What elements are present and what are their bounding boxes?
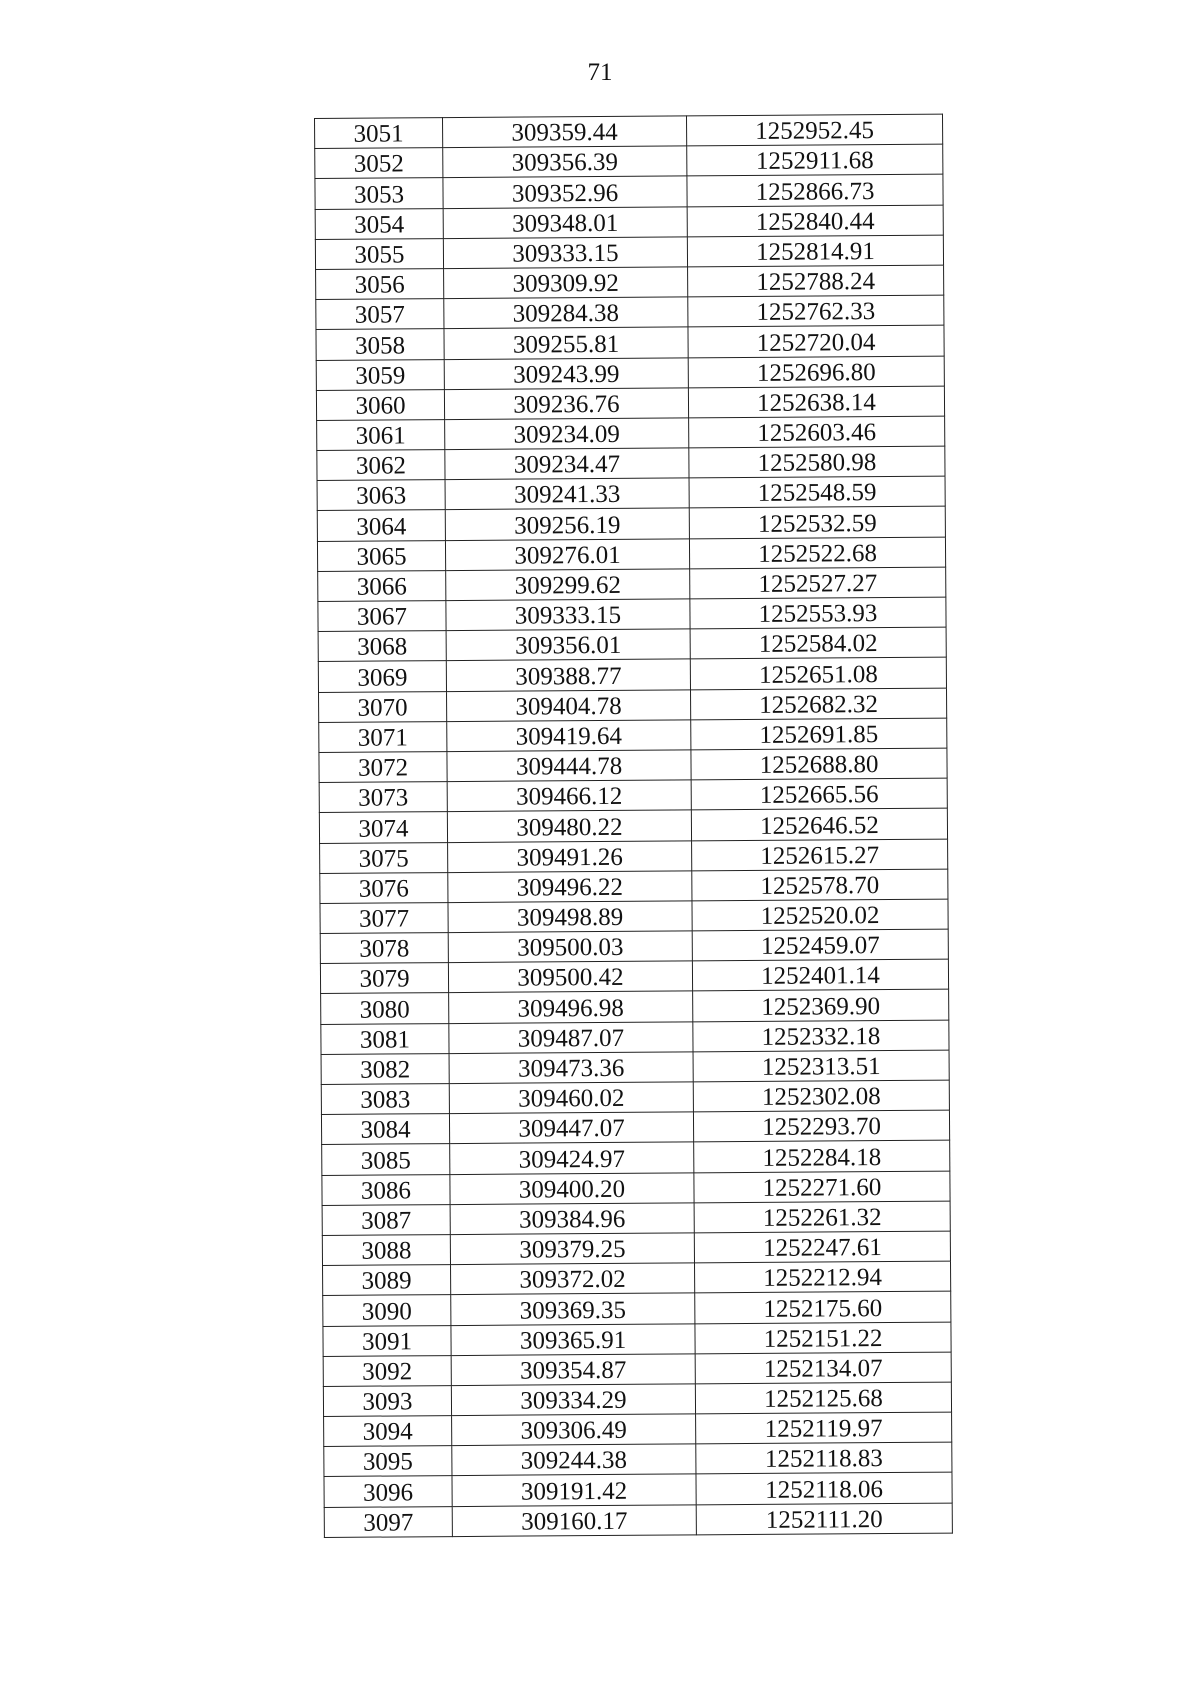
x-coordinate-cell: 309365.91: [451, 1323, 695, 1355]
y-coordinate-cell: 1252247.61: [694, 1231, 950, 1263]
x-coordinate-cell: 309333.15: [443, 237, 687, 269]
x-coordinate-cell: 309276.01: [445, 539, 689, 571]
point-number-cell: 3086: [322, 1174, 450, 1205]
point-number-cell: 3069: [318, 661, 446, 692]
point-number-cell: 3097: [324, 1506, 452, 1537]
y-coordinate-cell: 1252578.70: [692, 869, 948, 901]
point-number-cell: 3061: [317, 419, 445, 450]
x-coordinate-cell: 309419.64: [447, 720, 691, 752]
table-row: [324, 1412, 952, 1447]
x-coordinate-cell: 309244.38: [452, 1444, 696, 1476]
x-coordinate-cell: 309234.09: [445, 418, 689, 450]
x-coordinate-cell: 309191.42: [452, 1474, 696, 1506]
table-row: [319, 718, 947, 753]
point-number-cell: 3093: [323, 1385, 451, 1416]
point-number-cell: 3057: [316, 299, 444, 330]
table-row: [321, 1110, 949, 1145]
table-row: [316, 356, 944, 391]
x-coordinate-cell: 309388.77: [446, 659, 690, 691]
point-number-cell: 3053: [315, 178, 443, 209]
table-row: [320, 959, 948, 994]
y-coordinate-cell: 1252548.59: [689, 476, 945, 508]
table-row: [321, 1050, 949, 1085]
table-row: [322, 1201, 950, 1236]
y-coordinate-cell: 1252952.45: [686, 114, 942, 146]
x-coordinate-cell: 309496.98: [449, 991, 693, 1023]
point-number-cell: 3051: [315, 118, 443, 149]
x-coordinate-cell: 309356.01: [446, 629, 690, 661]
point-number-cell: 3082: [321, 1053, 449, 1084]
y-coordinate-cell: 1252369.90: [693, 990, 949, 1022]
y-coordinate-cell: 1252532.59: [689, 507, 945, 539]
point-number-cell: 3083: [321, 1084, 449, 1115]
point-number-cell: 3092: [323, 1355, 451, 1386]
y-coordinate-cell: 1252682.32: [690, 688, 946, 720]
y-coordinate-cell: 1252118.83: [696, 1442, 952, 1474]
y-coordinate-cell: 1252688.80: [691, 748, 947, 780]
table-row: [319, 688, 947, 723]
x-coordinate-cell: 309356.39: [443, 146, 687, 178]
y-coordinate-cell: 1252134.07: [695, 1352, 951, 1384]
y-coordinate-cell: 1252615.27: [692, 839, 948, 871]
y-coordinate-cell: 1252151.22: [695, 1322, 951, 1354]
x-coordinate-cell: 309309.92: [444, 267, 688, 299]
y-coordinate-cell: 1252603.46: [689, 416, 945, 448]
table-row: [320, 929, 948, 964]
x-coordinate-cell: 309369.35: [451, 1293, 695, 1325]
point-number-cell: 3055: [315, 238, 443, 269]
x-coordinate-cell: 309354.87: [451, 1354, 695, 1386]
y-coordinate-cell: 1252118.06: [696, 1473, 952, 1505]
x-coordinate-cell: 309234.47: [445, 448, 689, 480]
x-coordinate-cell: 309241.33: [445, 478, 689, 510]
coordinates-table: [314, 114, 953, 1538]
point-number-cell: 3060: [316, 389, 444, 420]
x-coordinate-cell: 309473.36: [449, 1052, 693, 1084]
table-row: [315, 114, 943, 149]
table-row: [315, 205, 943, 240]
y-coordinate-cell: 1252261.32: [694, 1201, 950, 1233]
table-row: [316, 265, 944, 300]
point-number-cell: 3091: [323, 1325, 451, 1356]
point-number-cell: 3074: [319, 812, 447, 843]
point-number-cell: 3073: [319, 782, 447, 813]
point-number-cell: 3094: [324, 1416, 452, 1447]
y-coordinate-cell: 1252459.07: [692, 929, 948, 961]
point-number-cell: 3090: [323, 1295, 451, 1326]
y-coordinate-cell: 1252332.18: [693, 1020, 949, 1052]
x-coordinate-cell: 309379.25: [450, 1233, 694, 1265]
x-coordinate-cell: 309496.22: [448, 871, 692, 903]
table-row: [316, 325, 944, 360]
table-row: [323, 1261, 951, 1296]
point-number-cell: 3077: [320, 902, 448, 933]
page-number: 71: [587, 59, 613, 86]
table-row: [320, 869, 948, 904]
y-coordinate-cell: 1252696.80: [688, 356, 944, 388]
table-row: [315, 174, 943, 209]
table-row: [322, 1231, 950, 1266]
x-coordinate-cell: 309334.29: [451, 1384, 695, 1416]
point-number-cell: 3065: [317, 540, 445, 571]
table-row: [323, 1382, 951, 1417]
y-coordinate-cell: 1252271.60: [694, 1171, 950, 1203]
point-number-cell: 3079: [320, 963, 448, 994]
x-coordinate-cell: 309487.07: [449, 1022, 693, 1054]
y-coordinate-cell: 1252866.73: [687, 174, 943, 206]
y-coordinate-cell: 1252401.14: [692, 959, 948, 991]
point-number-cell: 3072: [319, 752, 447, 783]
y-coordinate-cell: 1252302.08: [693, 1080, 949, 1112]
point-number-cell: 3084: [321, 1114, 449, 1145]
x-coordinate-cell: 309500.42: [448, 961, 692, 993]
point-number-cell: 3089: [323, 1265, 451, 1296]
table-row: [324, 1473, 952, 1508]
x-coordinate-cell: 309424.97: [450, 1142, 694, 1174]
y-coordinate-cell: 1252584.02: [690, 627, 946, 659]
y-coordinate-cell: 1252553.93: [690, 597, 946, 629]
y-coordinate-cell: 1252665.56: [691, 778, 947, 810]
y-coordinate-cell: 1252638.14: [688, 386, 944, 418]
x-coordinate-cell: 309404.78: [447, 689, 691, 721]
table-row: [318, 567, 946, 602]
table-row: [317, 446, 945, 481]
table-row: [321, 1080, 949, 1115]
y-coordinate-cell: 1252580.98: [689, 446, 945, 478]
point-number-cell: 3070: [319, 691, 447, 722]
x-coordinate-cell: 309236.76: [444, 388, 688, 420]
coordinates-table-body: [315, 114, 953, 1537]
table-row: [319, 778, 947, 813]
point-number-cell: 3076: [320, 872, 448, 903]
x-coordinate-cell: 309447.07: [449, 1112, 693, 1144]
x-coordinate-cell: 309498.89: [448, 901, 692, 933]
point-number-cell: 3056: [316, 269, 444, 300]
point-number-cell: 3052: [315, 148, 443, 179]
x-coordinate-cell: 309480.22: [447, 810, 691, 842]
x-coordinate-cell: 309255.81: [444, 327, 688, 359]
table-row: [318, 627, 946, 662]
y-coordinate-cell: 1252313.51: [693, 1050, 949, 1082]
point-number-cell: 3081: [321, 1023, 449, 1054]
y-coordinate-cell: 1252840.44: [687, 205, 943, 237]
table-row: [316, 295, 944, 330]
point-number-cell: 3078: [320, 933, 448, 964]
y-coordinate-cell: 1252646.52: [691, 808, 947, 840]
table-row: [320, 839, 948, 874]
x-coordinate-cell: 309284.38: [444, 297, 688, 329]
table-row: [317, 507, 945, 542]
y-coordinate-cell: 1252293.70: [693, 1110, 949, 1142]
table-row: [318, 597, 946, 632]
point-number-cell: 3095: [324, 1446, 452, 1477]
y-coordinate-cell: 1252522.68: [689, 537, 945, 569]
x-coordinate-cell: 309243.99: [444, 357, 688, 389]
point-number-cell: 3067: [318, 601, 446, 632]
x-coordinate-cell: 309352.96: [443, 176, 687, 208]
y-coordinate-cell: 1252788.24: [688, 265, 944, 297]
table-row: [316, 386, 944, 421]
y-coordinate-cell: 1252111.20: [696, 1503, 952, 1535]
table-row: [322, 1140, 950, 1175]
x-coordinate-cell: 309384.96: [450, 1203, 694, 1235]
x-coordinate-cell: 309372.02: [451, 1263, 695, 1295]
table-row: [319, 748, 947, 783]
table-row: [317, 537, 945, 572]
table-row: [322, 1171, 950, 1206]
point-number-cell: 3075: [320, 842, 448, 873]
table-row: [318, 657, 946, 692]
point-number-cell: 3071: [319, 721, 447, 752]
y-coordinate-cell: 1252911.68: [687, 144, 943, 176]
y-coordinate-cell: 1252175.60: [695, 1291, 951, 1323]
y-coordinate-cell: 1252212.94: [695, 1261, 951, 1293]
x-coordinate-cell: 309460.02: [449, 1082, 693, 1114]
point-number-cell: 3096: [324, 1476, 452, 1507]
point-number-cell: 3066: [318, 570, 446, 601]
x-coordinate-cell: 309500.03: [448, 931, 692, 963]
y-coordinate-cell: 1252125.68: [695, 1382, 951, 1414]
x-coordinate-cell: 309306.49: [452, 1414, 696, 1446]
table-row: [323, 1291, 951, 1326]
point-number-cell: 3063: [317, 480, 445, 511]
table-row: [321, 990, 949, 1025]
y-coordinate-cell: 1252762.33: [688, 295, 944, 327]
table-row: [324, 1503, 952, 1538]
x-coordinate-cell: 309348.01: [443, 206, 687, 238]
x-coordinate-cell: 309333.15: [446, 599, 690, 631]
x-coordinate-cell: 309359.44: [443, 116, 687, 148]
table-row: [321, 1020, 949, 1055]
point-number-cell: 3062: [317, 450, 445, 481]
y-coordinate-cell: 1252119.97: [696, 1412, 952, 1444]
point-number-cell: 3085: [322, 1144, 450, 1175]
y-coordinate-cell: 1252691.85: [691, 718, 947, 750]
table-row: [317, 416, 945, 451]
x-coordinate-cell: 309444.78: [447, 750, 691, 782]
x-coordinate-cell: 309160.17: [452, 1504, 696, 1536]
y-coordinate-cell: 1252651.08: [690, 657, 946, 689]
table-row: [323, 1322, 951, 1357]
table-row: [320, 899, 948, 934]
table-row: [317, 476, 945, 511]
point-number-cell: 3059: [316, 359, 444, 390]
y-coordinate-cell: 1252527.27: [690, 567, 946, 599]
point-number-cell: 3058: [316, 329, 444, 360]
point-number-cell: 3068: [318, 631, 446, 662]
point-number-cell: 3054: [315, 208, 443, 239]
y-coordinate-cell: 1252284.18: [694, 1140, 950, 1172]
x-coordinate-cell: 309256.19: [445, 508, 689, 540]
table-row: [315, 144, 943, 179]
x-coordinate-cell: 309400.20: [450, 1172, 694, 1204]
table-row: [323, 1352, 951, 1387]
point-number-cell: 3080: [321, 993, 449, 1024]
y-coordinate-cell: 1252814.91: [687, 235, 943, 267]
table-row: [315, 235, 943, 270]
point-number-cell: 3087: [322, 1204, 450, 1235]
x-coordinate-cell: 309491.26: [448, 840, 692, 872]
x-coordinate-cell: 309466.12: [447, 780, 691, 812]
point-number-cell: 3064: [317, 510, 445, 541]
y-coordinate-cell: 1252720.04: [688, 325, 944, 357]
point-number-cell: 3088: [322, 1235, 450, 1266]
table-row: [319, 808, 947, 843]
x-coordinate-cell: 309299.62: [446, 569, 690, 601]
table-row: [324, 1442, 952, 1477]
y-coordinate-cell: 1252520.02: [692, 899, 948, 931]
